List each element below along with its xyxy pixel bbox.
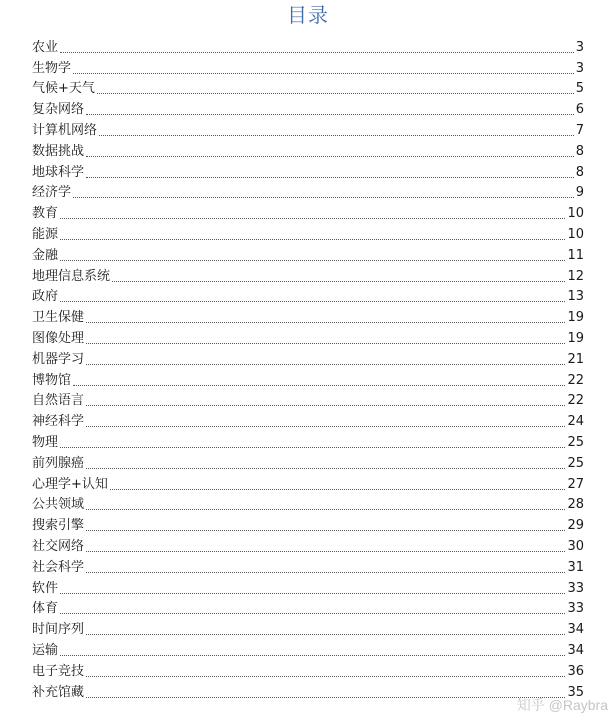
dot-leader: [112, 281, 565, 282]
toc-entry-page-number: 27: [567, 476, 584, 492]
dot-leader: [60, 301, 565, 302]
toc-entry-label: 卫生保健: [32, 310, 85, 326]
toc-entry[interactable]: [32, 139, 584, 160]
dot-leader: [97, 93, 574, 94]
toc-entry[interactable]: [32, 285, 584, 306]
toc-entry[interactable]: [32, 389, 584, 410]
toc-entry[interactable]: [32, 576, 584, 597]
toc-entry-page-number: 34: [567, 642, 584, 658]
toc-entry-page-number: 25: [567, 434, 584, 450]
dot-leader: [60, 239, 565, 240]
watermark: 知乎 @Raybra: [516, 697, 608, 713]
toc-entry[interactable]: [32, 638, 584, 659]
toc-entry[interactable]: [32, 680, 584, 701]
toc-entry-page-number: 36: [567, 663, 584, 679]
toc-entry-label: 金融: [32, 247, 59, 263]
toc-entry-page-number: 31: [567, 559, 584, 575]
toc-entry-page-number: 25: [567, 455, 584, 471]
toc-entry-label: 机器学习: [32, 351, 85, 367]
toc-entry-label: 公共领域: [32, 497, 85, 513]
toc-entry[interactable]: [32, 347, 584, 368]
toc-entry[interactable]: [32, 201, 584, 222]
toc-entry[interactable]: [32, 617, 584, 638]
toc-entry[interactable]: [32, 597, 584, 618]
toc-entry-page-number: 12: [567, 268, 584, 284]
toc-entry[interactable]: [32, 243, 584, 264]
toc-entry-page-number: 10: [567, 226, 584, 242]
toc-entry-label: 经济学: [32, 185, 72, 201]
dot-leader: [86, 634, 565, 635]
toc-entry[interactable]: [32, 472, 584, 493]
toc-entry[interactable]: [32, 513, 584, 534]
toc-entry[interactable]: [32, 326, 584, 347]
toc-entry-page-number: 13: [567, 289, 584, 305]
dot-leader: [60, 613, 565, 614]
toc-entry-page-number: 30: [567, 538, 584, 554]
toc-entry-page-number: 29: [567, 518, 584, 534]
dot-leader: [99, 135, 574, 136]
toc-entry-page-number: 5: [575, 81, 584, 97]
toc-entry-page-number: 3: [575, 39, 584, 55]
toc-entry[interactable]: [32, 493, 584, 514]
dot-leader: [86, 530, 565, 531]
toc-entry-label: 时间序列: [32, 622, 85, 638]
toc-entry-page-number: 33: [567, 601, 584, 617]
dot-leader: [86, 697, 565, 698]
toc-entry-label: 物理: [32, 434, 59, 450]
toc-entry[interactable]: [32, 305, 584, 326]
toc-entry-page-number: 22: [567, 393, 584, 409]
dot-leader: [86, 322, 565, 323]
toc-entry[interactable]: [32, 222, 584, 243]
toc-entry[interactable]: [32, 534, 584, 555]
toc-entry-page-number: 6: [575, 102, 584, 118]
toc-entry-label: 神经科学: [32, 414, 85, 430]
toc-entry-label: 复杂网络: [32, 102, 85, 118]
toc-entry-label: 图像处理: [32, 330, 85, 346]
dot-leader: [86, 572, 565, 573]
toc-entry-page-number: 19: [567, 330, 584, 346]
toc-entry[interactable]: [32, 368, 584, 389]
dot-leader: [86, 156, 574, 157]
toc-entry-label: 自然语言: [32, 393, 85, 409]
toc-entry-page-number: 22: [567, 372, 584, 388]
toc-title: 目录: [287, 3, 329, 27]
toc-entry[interactable]: [32, 430, 584, 451]
toc-entry-label: 地理信息系统: [32, 268, 111, 284]
dot-leader: [86, 343, 565, 344]
toc-entry[interactable]: [32, 659, 584, 680]
toc-entry-page-number: 3: [575, 60, 584, 76]
toc-entry-label: 搜索引擎: [32, 518, 85, 534]
toc-entry-label: 计算机网络: [32, 122, 98, 138]
dot-leader: [60, 218, 565, 219]
toc-entry-label: 地球科学: [32, 164, 85, 180]
toc-entry[interactable]: [32, 181, 584, 202]
toc-list: [32, 35, 584, 701]
toc-entry-label: 博物馆: [32, 372, 72, 388]
dot-leader: [86, 468, 565, 469]
toc-entry-label: 电子竞技: [32, 663, 85, 679]
dot-leader: [86, 551, 565, 552]
toc-entry[interactable]: [32, 97, 584, 118]
toc-entry-label: 教育: [32, 206, 59, 222]
dot-leader: [60, 655, 565, 656]
toc-entry[interactable]: [32, 160, 584, 181]
dot-leader: [86, 177, 574, 178]
toc-entry[interactable]: [32, 35, 584, 56]
toc-entry-page-number: 10: [567, 206, 584, 222]
toc-entry-page-number: 35: [567, 684, 584, 700]
toc-entry-page-number: 8: [575, 164, 584, 180]
dot-leader: [73, 73, 574, 74]
dot-leader: [86, 405, 565, 406]
toc-entry-label: 前列腺癌: [32, 455, 85, 471]
dot-leader: [60, 52, 574, 53]
toc-entry-page-number: 34: [567, 622, 584, 638]
toc-entry-label: 数据挑战: [32, 143, 85, 159]
toc-entry-page-number: 33: [567, 580, 584, 596]
toc-entry-label: 能源: [32, 226, 59, 242]
toc-entry-page-number: 19: [567, 310, 584, 326]
toc-entry-label: 社交网络: [32, 538, 85, 554]
toc-entry-page-number: 11: [567, 247, 584, 263]
toc-entry[interactable]: [32, 118, 584, 139]
toc-entry-page-number: 28: [567, 497, 584, 513]
toc-entry-label: 农业: [32, 39, 59, 55]
dot-leader: [86, 509, 565, 510]
toc-entry-page-number: 7: [575, 122, 584, 138]
dot-leader: [73, 385, 565, 386]
dot-leader: [86, 364, 565, 365]
toc-entry-page-number: 21: [567, 351, 584, 367]
toc-entry[interactable]: [32, 451, 584, 472]
toc-entry-page-number: 9: [575, 185, 584, 201]
toc-entry-page-number: 24: [567, 414, 584, 430]
toc-entry-label: 政府: [32, 289, 59, 305]
toc-entry-page-number: 8: [575, 143, 584, 159]
dot-leader: [60, 260, 565, 261]
toc-entry-label: 补充馆藏: [32, 684, 85, 700]
toc-entry-label: 体育: [32, 601, 59, 617]
dot-leader: [73, 197, 574, 198]
dot-leader: [60, 447, 565, 448]
toc-entry[interactable]: [32, 409, 584, 430]
dot-leader: [60, 593, 565, 594]
toc-entry-label: 生物学: [32, 60, 72, 76]
toc-entry-label: 运输: [32, 642, 59, 658]
toc-entry[interactable]: [32, 56, 584, 77]
dot-leader: [86, 114, 574, 115]
toc-entry-label: 社会科学: [32, 559, 85, 575]
toc-entry[interactable]: [32, 555, 584, 576]
toc-entry[interactable]: [32, 264, 584, 285]
toc-entry-label: 气候+天气: [32, 81, 95, 97]
dot-leader: [86, 676, 565, 677]
toc-entry-label: 心理学+认知: [32, 476, 108, 492]
toc-entry[interactable]: [32, 77, 584, 98]
toc-entry-label: 软件: [32, 580, 59, 596]
dot-leader: [110, 489, 566, 490]
dot-leader: [86, 426, 565, 427]
